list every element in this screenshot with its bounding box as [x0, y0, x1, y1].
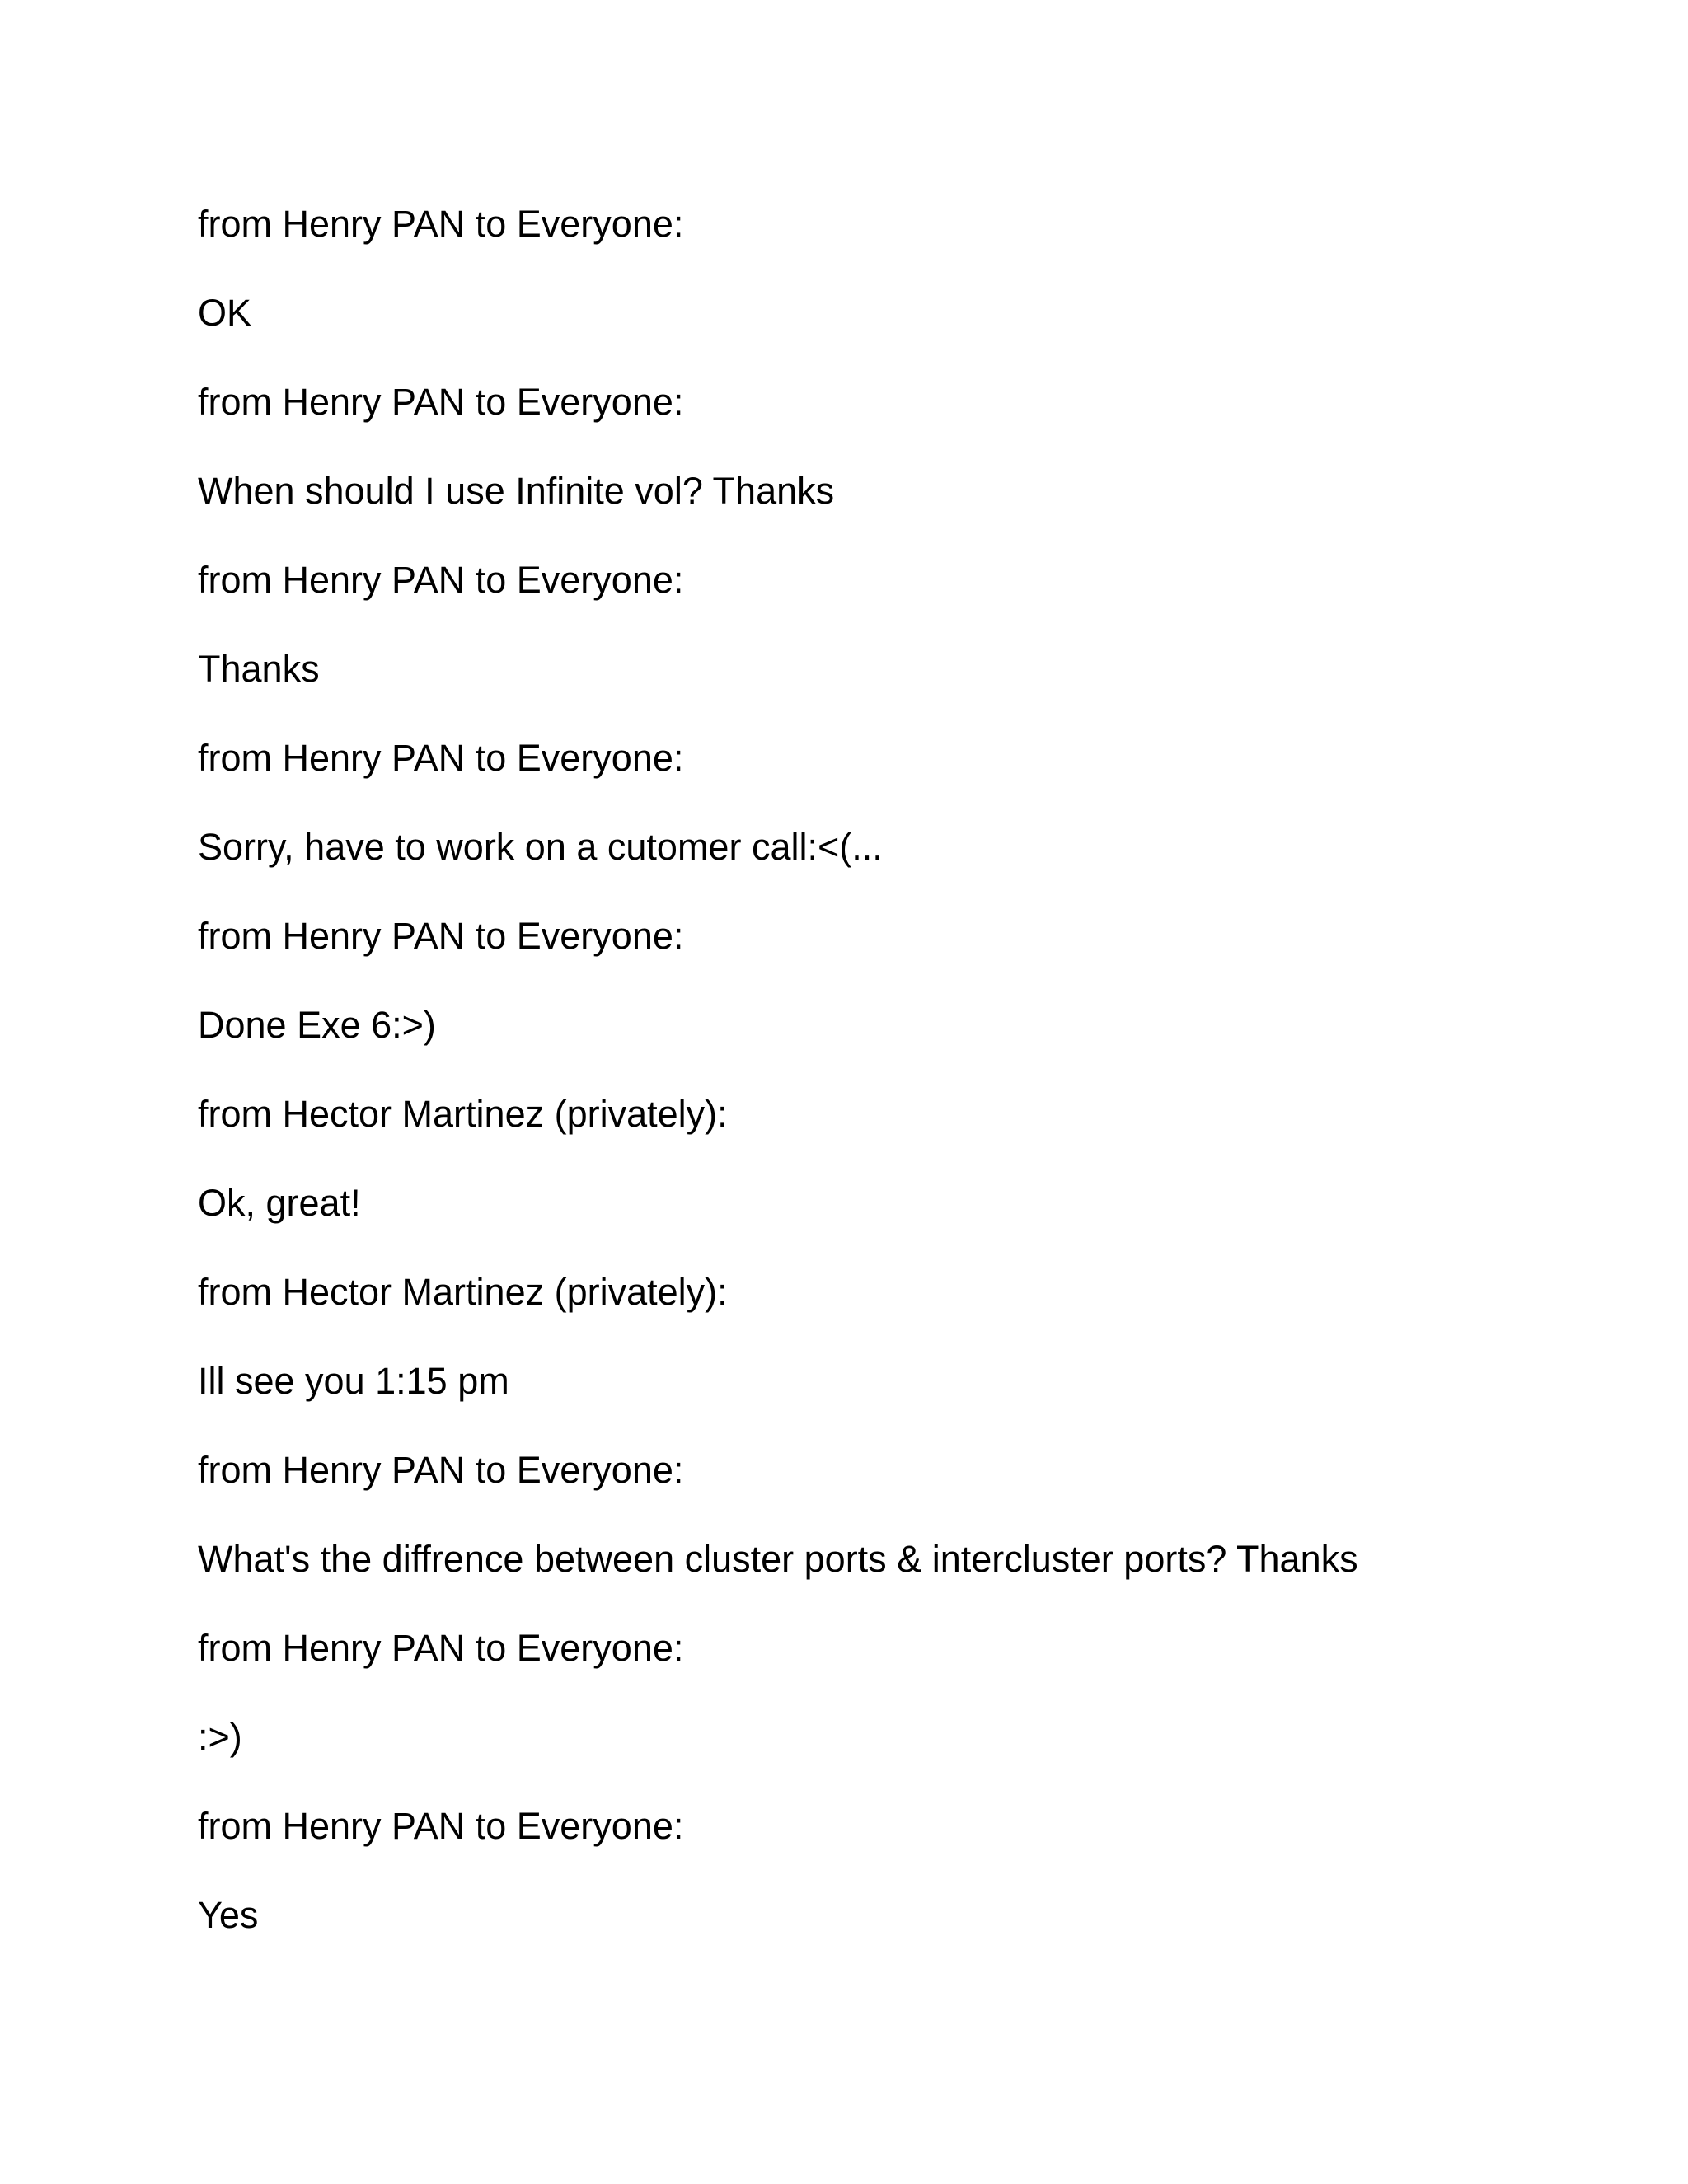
message-text: Sorry, have to work on a cutomer call:<(... — [198, 826, 883, 868]
message-sender: from Hector Martinez (privately): — [198, 1271, 728, 1313]
message-text: What's the diffrence between cluster ports & intercluster ports? Thanks — [198, 1538, 1358, 1580]
message-text: :>) — [198, 1716, 242, 1758]
message-sender: from Henry PAN to Everyone: — [198, 381, 684, 423]
message-sender: from Henry PAN to Everyone: — [198, 203, 684, 245]
chat-message — [198, 1790, 1599, 1968]
message-text: Done Exe 6:>) — [198, 1004, 436, 1046]
chat-message — [198, 1612, 1599, 1790]
message-sender: from Henry PAN to Everyone: — [198, 737, 684, 779]
message-text: Thanks — [198, 648, 320, 690]
message-text: Ill see you 1:15 pm — [198, 1360, 509, 1402]
message-sender: from Henry PAN to Everyone: — [198, 915, 684, 957]
chat-message — [198, 366, 1599, 544]
message-text: Ok, great! — [198, 1182, 361, 1224]
chat-message — [198, 1256, 1599, 1434]
chat-transcript — [198, 188, 1599, 1968]
message-text: Yes — [198, 1894, 259, 1936]
chat-message — [198, 900, 1599, 1078]
message-sender: from Henry PAN to Everyone: — [198, 1449, 684, 1491]
message-sender: from Henry PAN to Everyone: — [198, 1805, 684, 1847]
chat-message — [198, 1434, 1599, 1612]
message-sender: from Hector Martinez (privately): — [198, 1093, 728, 1135]
chat-message — [198, 544, 1599, 722]
chat-message — [198, 188, 1599, 366]
chat-message — [198, 722, 1599, 900]
message-sender: from Henry PAN to Everyone: — [198, 1627, 684, 1669]
chat-message — [198, 1078, 1599, 1256]
message-sender: from Henry PAN to Everyone: — [198, 559, 684, 601]
message-text: When should I use Infinite vol? Thanks — [198, 470, 835, 512]
message-text: OK — [198, 292, 252, 334]
